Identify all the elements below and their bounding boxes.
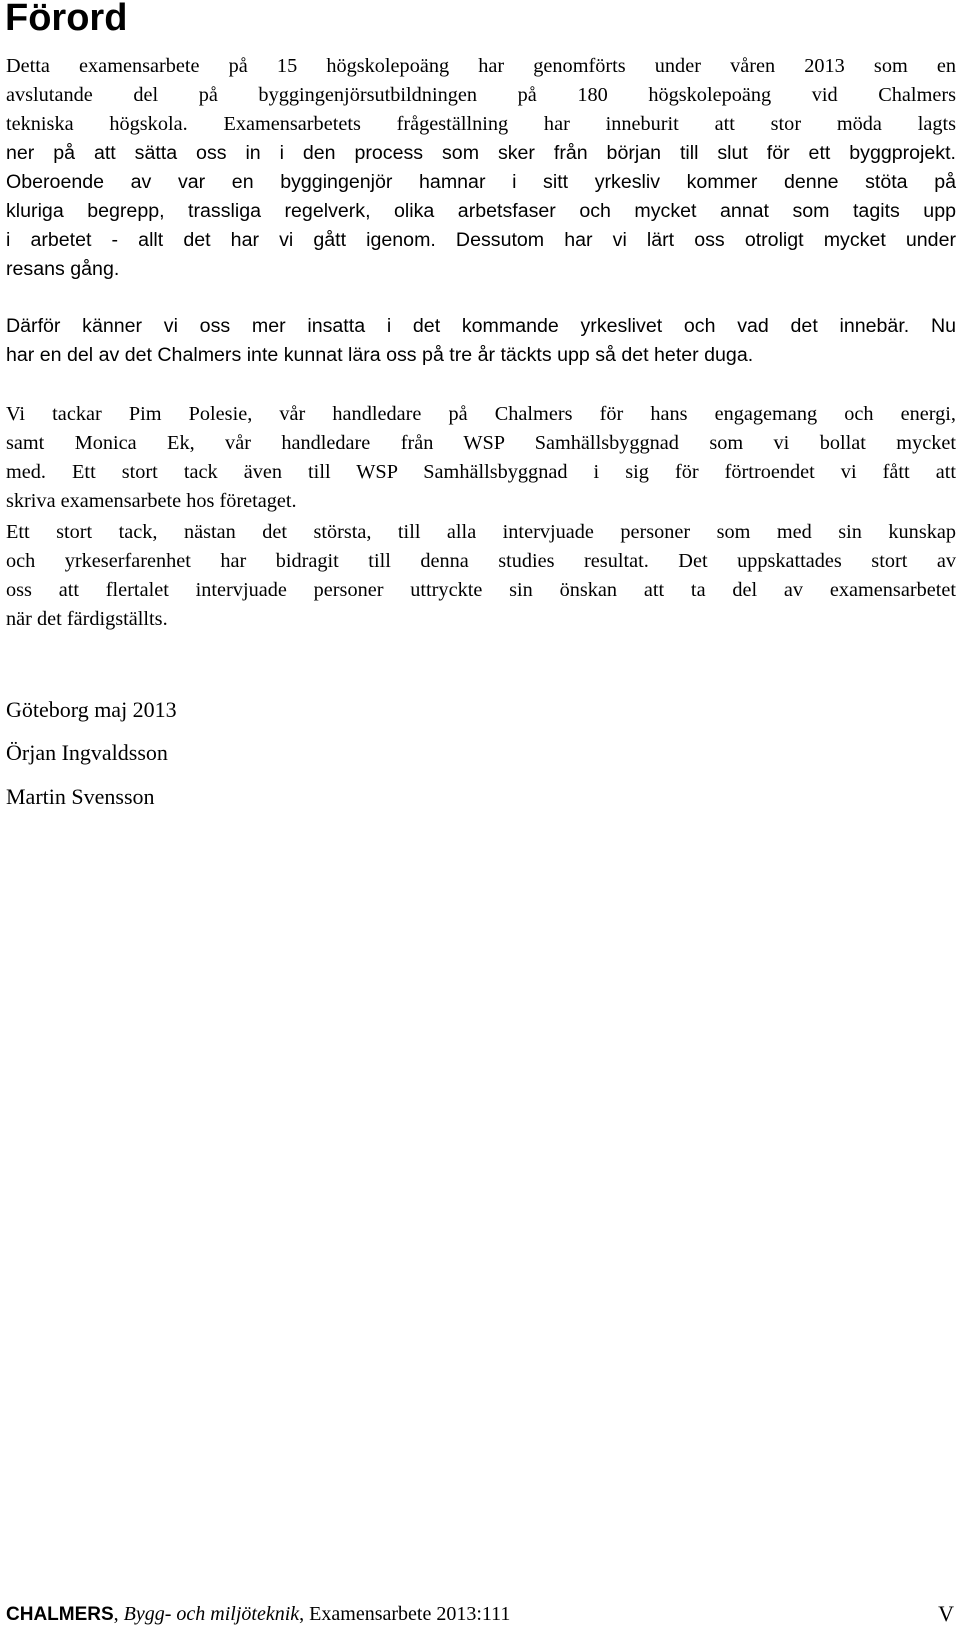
- text-line: ner på att sätta oss in i den process som sker från början till slut för ett byggprojekt.: [6, 142, 956, 164]
- text-line: när det färdigställts.: [6, 608, 168, 630]
- text-line: Ett stort tack, nästan det största, till alla intervjuade personer som med sin kunskap: [6, 521, 956, 543]
- text-line: i arbetet - allt det har vi gått igenom. Dessutom har vi lärt oss otroligt mycket under: [6, 229, 956, 251]
- text-line: avslutande del på byggingenjörsutbildningen på 180 högskolepoäng vid Chalmers: [6, 84, 956, 106]
- text-line: skriva examensarbete hos företaget.: [6, 490, 297, 512]
- footer-department: Bygg- och miljöteknik: [123, 1603, 300, 1625]
- text-line: samt Monica Ek, vår handledare från WSP Samhällsbyggnad som vi bollat mycket: [6, 432, 956, 454]
- page-footer: [6, 1600, 954, 1628]
- text-line: med. Ett stort tack även till WSP Samhällsbyggnad i sig för förtroendet vi fått att: [6, 461, 956, 483]
- text-line: Vi tackar Pim Polesie, vår handledare på Chalmers för hans engagemang och energi,: [6, 403, 956, 425]
- paragraph-1: [6, 52, 956, 284]
- text-line: Oberoende av var en byggingenjör hamnar i sitt yrkesliv kommer denne stöta på: [6, 171, 956, 193]
- paragraph-4: [6, 518, 956, 634]
- footer-brand: CHALMERS: [6, 1604, 114, 1625]
- text-line: resans gång.: [6, 258, 120, 280]
- author-name: Martin Svensson: [6, 784, 155, 809]
- paragraph-3: [6, 400, 956, 516]
- footer-separator: ,: [113, 1603, 124, 1625]
- text-line: Därför känner vi oss mer insatta i det kommande yrkeslivet och vad det innebär. Nu: [6, 315, 956, 337]
- page-title: Förord: [5, 0, 128, 39]
- page-number: V: [938, 1601, 954, 1626]
- place-date: Göteborg maj 2013: [6, 697, 177, 722]
- text-line: har en del av det Chalmers inte kunnat lära oss på tre år täckts upp så det heter duga.: [6, 344, 754, 366]
- text-line: Detta examensarbete på 15 högskolepoäng har genomförts under våren 2013 som en: [6, 55, 956, 77]
- author-name: Örjan Ingvaldsson: [6, 740, 168, 765]
- text-line: och yrkeserfarenhet har bidragit till denna studies resultat. Det uppskattades stort av: [6, 550, 956, 572]
- text-line: oss att flertalet intervjuade personer uttryckte sin önskan att ta del av examensarbetet: [6, 579, 956, 601]
- text-line: tekniska högskola. Examensarbetets frågeställning har inneburit att stor möda lagts: [6, 113, 956, 135]
- footer-report: , Examensarbete 2013:111: [299, 1603, 511, 1625]
- paragraph-2: [6, 312, 956, 370]
- text-line: kluriga begrepp, trassliga regelverk, olika arbetsfaser och mycket annat som tagits upp: [6, 200, 956, 222]
